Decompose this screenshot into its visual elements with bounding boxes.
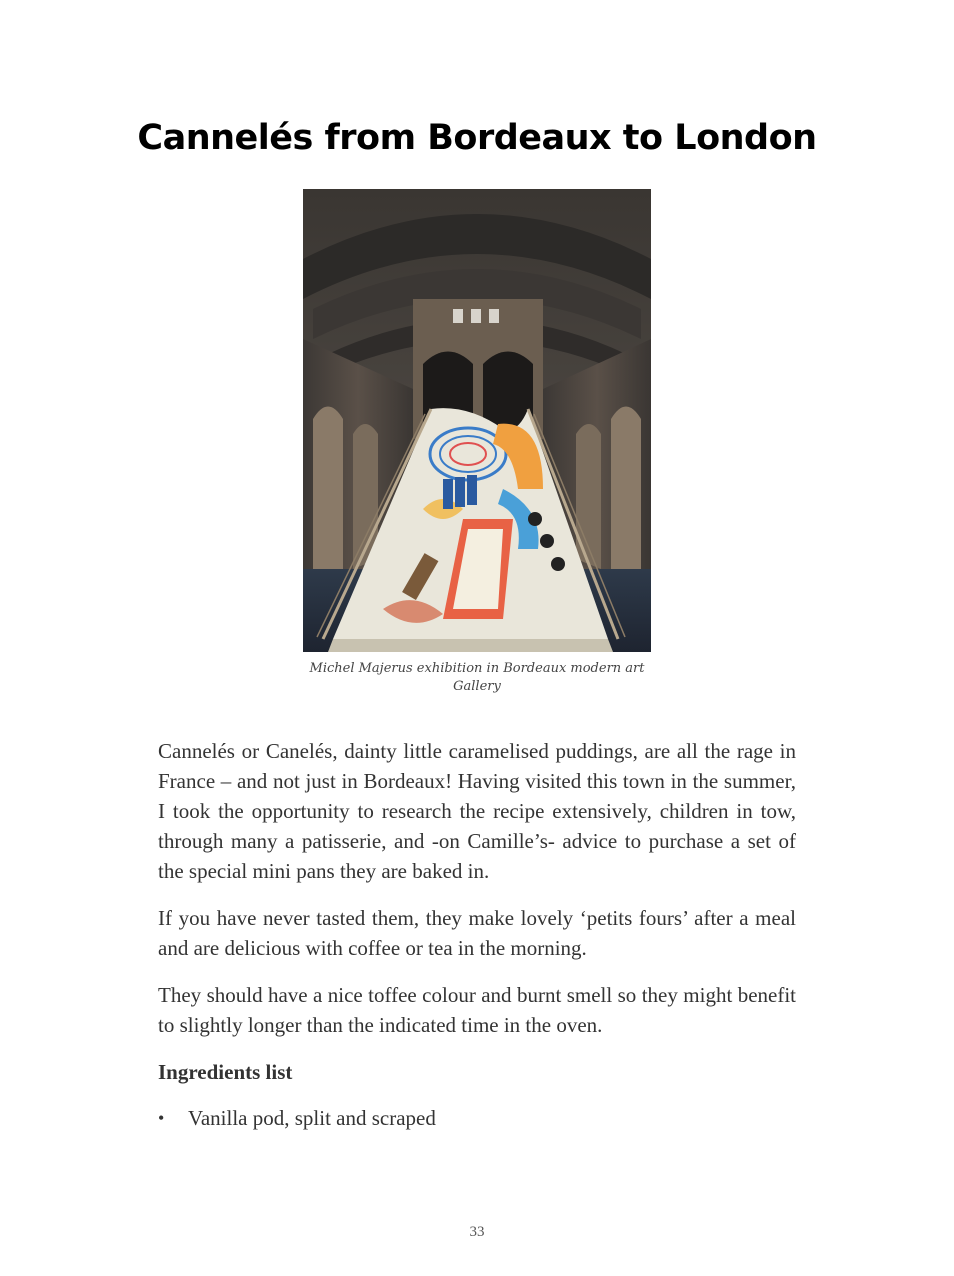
paragraph-colour: They should have a nice toffee colour and burnt smell so they might benefit to slightly longer than the indicated time in the oven. xyxy=(158,983,796,1037)
ingredients-list xyxy=(158,1103,796,1133)
bullet-icon: • xyxy=(158,1108,165,1128)
ingredient-label: Vanilla pod, split and scraped xyxy=(188,1106,436,1130)
caption-line-2: Gallery xyxy=(453,679,501,694)
ingredients-heading: Ingredients list xyxy=(158,1060,293,1084)
article-body xyxy=(158,736,796,1133)
paragraph-tasting: If you have never tasted them, they make lovely ‘petits fours’ after a meal and are delicious with coffee or tea in the morning. xyxy=(158,906,796,960)
paragraph-intro: Cannelés or Canelés, dainty little caramelised puddings, are all the rage in France – and not just in Bordeaux! Having visited this town in the summer, I took the opportunity to research the recipe extensively, children in tow, through many a patisserie, and -on Camille’s- advice to purchase a set of the special mini pans they are baked in. xyxy=(158,739,796,883)
page-number: 33 xyxy=(469,1224,485,1240)
page-title: Cannelés from Bordeaux to London xyxy=(137,118,817,158)
caption-line-1: Michel Majerus exhibition in Bordeaux modern art xyxy=(309,661,645,676)
figure-caption xyxy=(303,660,651,696)
list-item xyxy=(158,1103,796,1133)
gallery-photo xyxy=(303,189,651,652)
